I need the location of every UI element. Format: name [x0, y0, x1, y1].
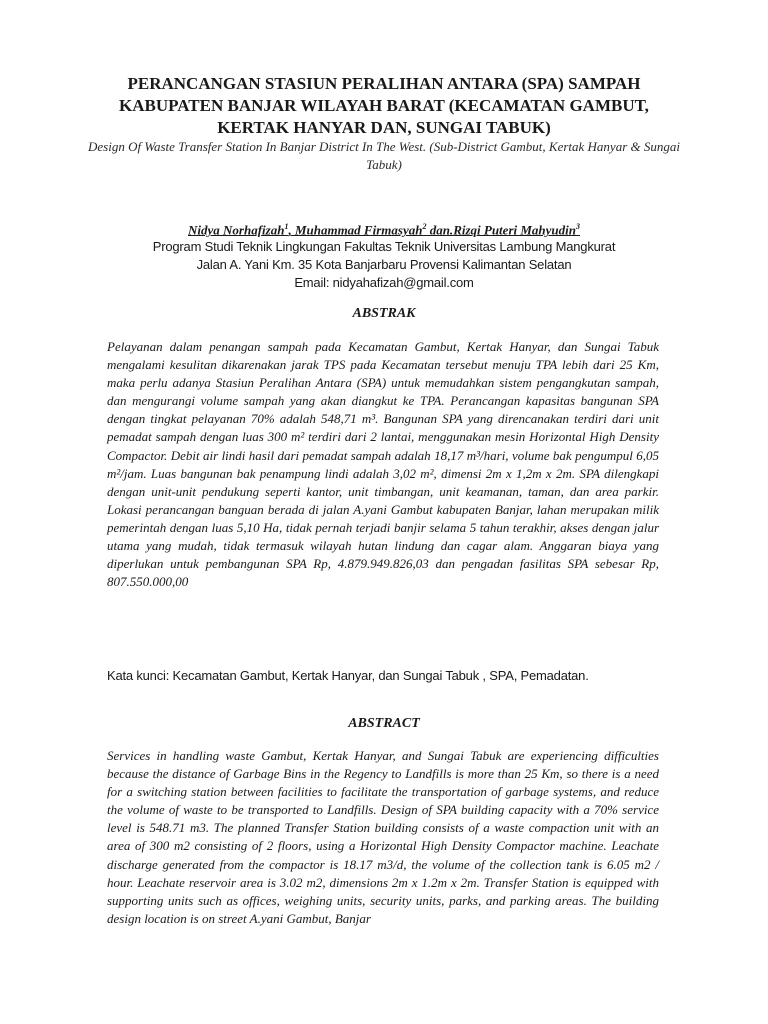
abstract-body: Services in handling waste Gambut, Kertak Hanyar, and Sungai Tabuk are experiencing difficulties because the distance of Garbage Bins in the Regency to Landfills is more than 25 Km, so there is a need for a switching station between facilities to facilitate the transportation of garbage systems, and reduce the volume of waste to be transported to Landfills. Design of SPA building capacity with a 70% service level is 548.71 m3. The planned Transfer Station building consists of a waste compaction unit with an area of 300 m2 consisting of 2 floors, using a Horizontal High Density Compactor machine. Leachate discharge generated from the compactor is 18.17 m3/d, the volume of the collection tank is 6.05 m2 / hour. Leachate reservoir area is 3.02 m2, dimensions 2m x 1.2m x 2m. Transfer Station is equipped with supporting units such as offices, weighing units, security units, parks, and parking areas. The building design location is on street A.yani Gambut, Banjar: [107, 748, 659, 926]
author-name: Muhammad Firmasyah: [294, 222, 423, 238]
author-name: Nidya Norhafizah: [188, 222, 285, 238]
affiliation-address: Jalan A. Yani Km. 35 Kota Banjarbaru Provensi Kalimantan Selatan: [196, 257, 572, 272]
affiliation-email: Email: nidyahafizah@gmail.com: [294, 275, 474, 290]
paper-title: [70, 73, 698, 139]
title-line-3: KERTAK HANYAR DAN, SUNGAI TABUK): [217, 118, 551, 137]
affiliation-block: [60, 238, 708, 292]
author-list: [60, 218, 708, 239]
abstrak-body: Pelayanan dalam penangan sampah pada Kecamatan Gambut, Kertak Hanyar, dan Sungai Tabuk mengalami kesulitan dikarenakan jarak TPS pada Kecamatan tersebut menuju TPA lebih dari 25 Km, maka perlu adanya Stasiun Peralihan Antara (SPA) untuk memudahkan sistem pengangkutan sampah, dan mengurangi volume sampah yang akan diangkut ke TPA. Perancangan kapasitas bangunan SPA dengan tingkat pelayanan 70% adalah 548,71 m³. Bangunan SPA yang direncanakan terdiri dari unit pemadat sampah dengan luas 300 m² terdiri dari 2 lantai, menggunakan mesin Horizontal High Density Compactor. Debit air lindi hasil dari pemadat sampah adalah 18,17 m³/hari, volume bak pengumpul 6,05 m²/jam. Luas bangunan bak penampung lindi adalah 3,02 m², dimensi 2m x 1,2m x 2m. SPA dilengkapi dengan unit-unit pendukung seperti kantor, unit timbangan, unit keamanan, taman, dan area parkir. Lokasi perancangan banguan berada di jalan A.yani Gambut kabupaten Banjar, lahan merupakan milik pemerintah dengan luas 5,10 Ha, tidak pernah terjadi banjir selama 5 tahun terakhir, akses dengan jalur utama yang mudah, tidak termasuk wilayah hutan lindung dan cagar alam. Anggaran biaya yang diperlukan untuk pembangunan SPA Rp, 4.879.949.826,03 dan pengadan fasilitas SPA sebesar Rp, 807.550.000,00: [107, 339, 659, 590]
author-affiliation-mark: 1: [284, 222, 289, 231]
author-separator: dan.: [426, 222, 454, 238]
paper-subtitle: Design Of Waste Transfer Station In Banjar District In The West. (Sub-District Gambut, Kertak Hanyar & Sungai Tabuk): [88, 139, 680, 172]
author-affiliation-mark: 2: [422, 222, 427, 231]
title-line-1: PERANCANGAN STASIUN PERALIHAN ANTARA (SPA) SAMPAH: [127, 74, 641, 93]
abstract-heading: ABSTRACT: [348, 716, 420, 731]
title-line-2: KABUPATEN BANJAR WILAYAH BARAT (KECAMATAN GAMBUT,: [119, 96, 649, 115]
affiliation-department: Program Studi Teknik Lingkungan Fakultas Teknik Universitas Lambung Mangkurat: [152, 239, 616, 254]
author-affiliation-mark: 3: [576, 222, 580, 231]
author-name: Rizqi Puteri Mahyudin: [453, 222, 576, 238]
author-separator: ,: [288, 222, 295, 238]
keywords: Kata kunci: Kecamatan Gambut, Kertak Hanyar, dan Sungai Tabuk , SPA, Pemadatan.: [107, 668, 589, 683]
abstrak-heading: ABSTRAK: [352, 306, 416, 321]
